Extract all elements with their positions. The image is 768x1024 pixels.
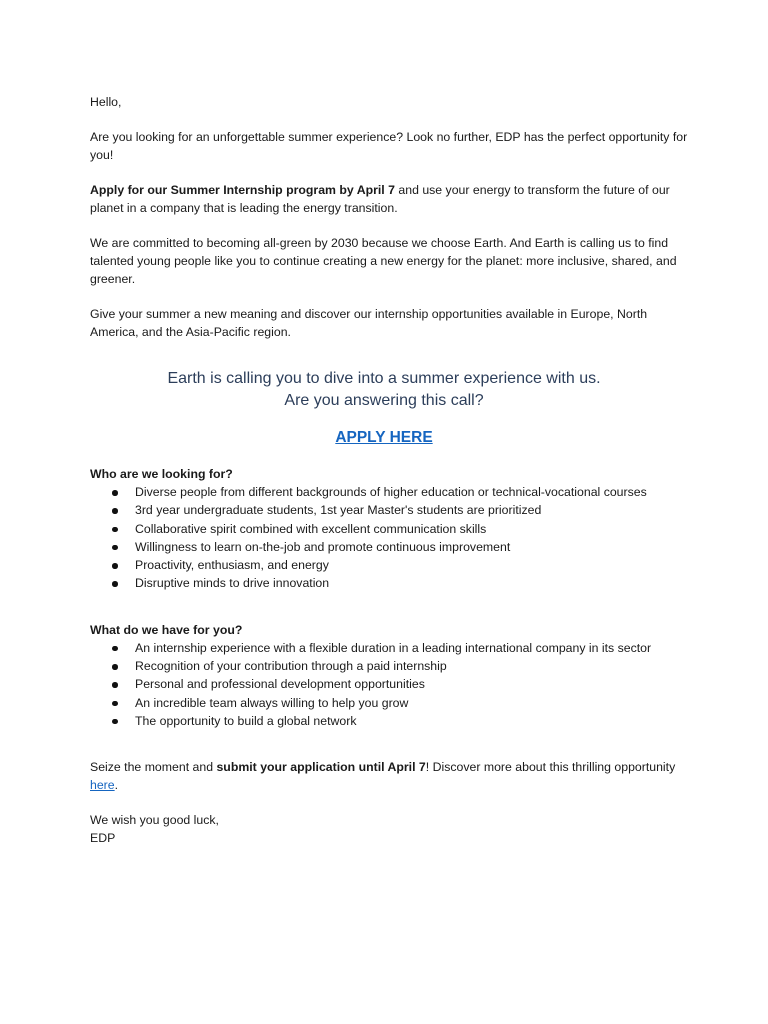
list-item <box>90 712 690 730</box>
here-link[interactable]: here <box>90 778 115 793</box>
bullet-icon <box>112 563 118 569</box>
list-item-text: An incredible team always willing to help you grow <box>135 695 409 710</box>
list-item-text: Willingness to learn on-the-job and promote continuous improvement <box>135 539 511 554</box>
bullet-icon <box>112 701 118 707</box>
closing-text-2: ! Discover more about this thrilling opportunity <box>425 760 676 775</box>
bullet-icon <box>112 527 118 533</box>
greeting: Hello, <box>90 95 122 109</box>
closing-text-3: . <box>114 778 119 793</box>
list-item <box>90 501 690 519</box>
list-item-text: Collaborative spirit combined with excellent communication skills <box>135 521 487 536</box>
apply-paragraph <box>90 181 690 217</box>
list-item-text: 3rd year undergraduate students, 1st year Master's students are prioritized <box>135 503 542 518</box>
list-item <box>90 483 690 501</box>
list-item <box>90 556 690 574</box>
bullet-icon <box>112 664 118 670</box>
signoff: We wish you good luck, <box>90 813 219 828</box>
list-item <box>90 657 690 675</box>
list-item-text: Personal and professional development opportunities <box>135 677 425 692</box>
list-item-text: An internship experience with a flexible duration in a leading international company in its sector <box>135 640 652 655</box>
bullet-icon <box>112 581 118 587</box>
signature: EDP <box>90 831 116 846</box>
looking-heading: Who are we looking for? <box>90 467 233 481</box>
apply-deadline-text: Apply for our Summer Internship program by April 7 <box>90 183 395 197</box>
bullet-icon <box>112 490 118 496</box>
headline-line-1: Earth is calling you to dive into a summer experience with us. <box>167 370 601 387</box>
bullet-icon <box>112 646 118 652</box>
list-item <box>90 639 690 657</box>
looking-list <box>90 483 690 593</box>
apply-here-line <box>90 428 678 448</box>
closing-paragraph <box>90 758 690 794</box>
list-item <box>90 538 690 556</box>
bullet-icon <box>112 719 118 725</box>
list-item-text: Disruptive minds to drive innovation <box>135 576 330 591</box>
offer-list <box>90 639 690 730</box>
list-item <box>90 675 690 693</box>
email-body <box>90 93 690 847</box>
commitment-paragraph: We are committed to becoming all-green by 2030 because we choose Earth. And Earth is calling us to find talented young people like you to continue creating a new energy for the planet: more inclusive, shared, and greener. <box>90 236 677 286</box>
closing-deadline-text: submit your application until April 7 <box>216 760 426 775</box>
list-item-text: Proactivity, enthusiasm, and energy <box>135 558 329 573</box>
list-item <box>90 520 690 538</box>
list-item-text: The opportunity to build a global network <box>135 713 357 728</box>
intro-paragraph: Are you looking for an unforgettable summer experience? Look no further, EDP has the perfect opportunity for you! <box>90 130 688 162</box>
offer-heading: What do we have for you? <box>90 622 243 637</box>
list-item <box>90 694 690 712</box>
apply-here-link[interactable]: APPLY HERE <box>335 429 433 446</box>
bullet-icon <box>112 682 118 688</box>
bullet-icon <box>112 508 118 514</box>
list-item-text: Diverse people from different backgrounds of higher education or technical-vocational courses <box>135 485 647 499</box>
summer-paragraph: Give your summer a new meaning and discover our internship opportunities available in Europe, North America, and the Asia-Pacific region. <box>90 307 648 339</box>
apply-paragraph-rest: and use your energy to transform the future of our planet in a company that is leading the energy transition. <box>90 183 670 215</box>
list-item <box>90 574 690 592</box>
closing-text-1: Seize the moment and <box>90 760 217 775</box>
headline-line-2: Are you answering this call? <box>284 392 484 409</box>
bullet-icon <box>112 545 118 551</box>
list-item-text: Recognition of your contribution through a paid internship <box>135 659 447 674</box>
